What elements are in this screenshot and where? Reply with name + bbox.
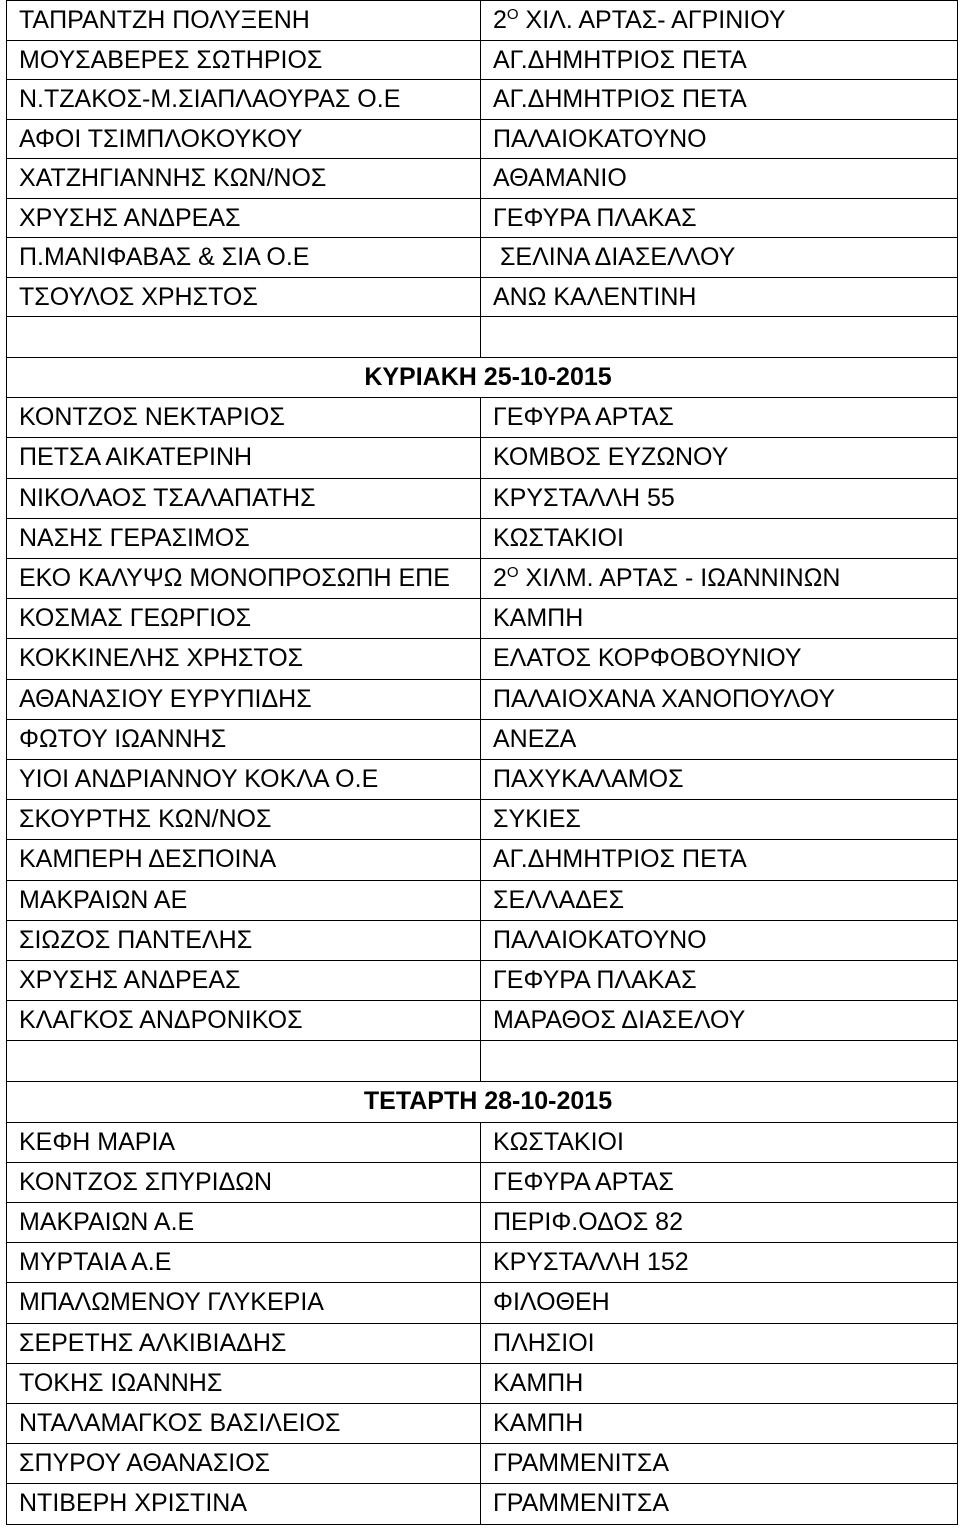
table-row [7,1484,958,1524]
name-cell: ΝΤΑΛΑΜΑΓΚΟΣ ΒΑΣΙΛΕΙΟΣ [7,1404,481,1444]
name-cell: ΜΥΡΤΑΙΑ Α.Ε [7,1243,481,1283]
name-cell: ΥΙΟΙ ΑΝΔΡΙΑΝΝΟΥ ΚΟΚΛΑ Ο.Ε [7,760,481,800]
table-row [7,920,958,960]
place-cell: ΑΝΕΖΑ [481,719,958,759]
table-row [7,238,958,278]
name-cell: ΣΕΡΕΤΗΣ ΑΛΚΙΒΙΑΔΗΣ [7,1323,481,1363]
section-heading-wednesday: ΤΕΤΑΡΤΗ 28-10-2015 [7,1082,958,1122]
table-row [7,1363,958,1403]
name-cell: ΚΟΣΜΑΣ ΓΕΩΡΓΙΟΣ [7,599,481,639]
name-cell [7,559,481,599]
name-cell: ΧΡΥΣΗΣ ΑΝΔΡΕΑΣ [7,198,481,238]
name-cell: ΜΠΑΛΩΜΕΝΟΥ ΓΛΥΚΕΡΙΑ [7,1283,481,1323]
table-row [7,639,958,679]
table-row [7,679,958,719]
place-cell: ΚΑΜΠΗ [481,1404,958,1444]
table-row [7,478,958,518]
empty-cell [7,317,481,358]
place-cell: ΑΓ.ΔΗΜΗΤΡΙΟΣ ΠΕΤΑ [481,80,958,120]
name-cell: ΚΛΑΓΚΟΣ ΑΝΔΡΟΝΙΚΟΣ [7,1001,481,1041]
name-cell: ΠΕΤΣΑ ΑΙΚΑΤΕΡΙΝΗ [7,438,481,478]
place-cell [481,559,958,599]
table-row [7,1323,958,1363]
name-cell: ΤΣΟΥΛΟΣ ΧΡΗΣΤΟΣ [7,277,481,317]
table-row [7,1122,958,1162]
table-row [7,961,958,1001]
place-cell: ΓΕΦΥΡΑ ΑΡΤΑΣ [481,398,958,438]
table-row [7,119,958,159]
name-cell: ΑΘΑΝΑΣΙΟΥ ΕΥΡΥΠΙΔΗΣ [7,679,481,719]
table-row [7,198,958,238]
table-row [7,1444,958,1484]
place-superscript: Ο [506,6,519,23]
table-row [7,1001,958,1041]
name-cell: ΚΕΦΗ ΜΑΡΙΑ [7,1122,481,1162]
table-row [7,1283,958,1323]
place-cell: ΣΕΛΙΝΑ ΔΙΑΣΕΛΛΟΥ [481,238,958,278]
table-row [7,760,958,800]
place-cell: ΚΑΜΠΗ [481,1363,958,1403]
table-row [7,880,958,920]
spacer-row [7,317,958,358]
name-cell: ΧΑΤΖΗΓΙΑΝΝΗΣ ΚΩΝ/ΝΟΣ [7,159,481,199]
name-cell: ΚΟΝΤΖΟΣ ΝΕΚΤΑΡΙΟΣ [7,398,481,438]
section-heading-sunday: ΚΥΡΙΑΚΗ 25-10-2015 [7,358,958,398]
place-cell: ΠΑΧΥΚΑΛΑΜΟΣ [481,760,958,800]
empty-cell [481,1041,958,1082]
place-cell: ΚΟΜΒΟΣ ΕΥΖΩΝΟΥ [481,438,958,478]
place-cell: ΓΕΦΥΡΑ ΠΛΑΚΑΣ [481,961,958,1001]
place-cell: ΚΩΣΤΑΚΙΟΙ [481,1122,958,1162]
place-cell: ΠΑΛΑΙΟΧΑΝΑ ΧΑΝΟΠΟΥΛΟΥ [481,679,958,719]
schedule-table [6,0,958,1525]
place-cell: ΓΕΦΥΡΑ ΠΛΑΚΑΣ [481,198,958,238]
place-cell: ΓΕΦΥΡΑ ΑΡΤΑΣ [481,1162,958,1202]
name-cell: ΣΚΟΥΡΤΗΣ ΚΩΝ/ΝΟΣ [7,800,481,840]
table-row [7,719,958,759]
name-cell: ΣΙΩΖΟΣ ΠΑΝΤΕΛΗΣ [7,920,481,960]
name-cell: ΚΟΚΚΙΝΕΛΗΣ ΧΡΗΣΤΟΣ [7,639,481,679]
place-cell: ΣΕΛΛΑΔΕΣ [481,880,958,920]
table-row [7,1203,958,1243]
place-cell: ΚΑΜΠΗ [481,599,958,639]
place-cell: ΓΡΑΜΜΕΝΙΤΣΑ [481,1484,958,1524]
table-row [7,438,958,478]
place-cell: ΣΥΚΙΕΣ [481,800,958,840]
name-cell: Ν.ΤΖΑΚΟΣ-Μ.ΣΙΑΠΛΑΟΥΡΑΣ Ο.Ε [7,80,481,120]
place-cell: ΓΡΑΜΜΕΝΙΤΣΑ [481,1444,958,1484]
name-cell: ΧΡΥΣΗΣ ΑΝΔΡΕΑΣ [7,961,481,1001]
place-text: ΧΙΛΜ. ΑΡΤΑΣ - ΙΩΑΝΝΙΝΩΝ [525,564,841,593]
place-number: 2 [493,6,507,34]
table-row [7,599,958,639]
table-row [7,559,958,599]
place-cell: ΑΝΩ ΚΑΛΕΝΤΙΝΗ [481,277,958,317]
name-cell: ΑΦΟΙ ΤΣΙΜΠΛΟΚΟΥΚΟΥ [7,119,481,159]
table-row [7,1162,958,1202]
section-heading-row [7,358,958,398]
empty-cell [481,317,958,358]
table-row [7,840,958,880]
name-cell: ΜΟΥΣΑΒΕΡΕΣ ΣΩΤΗΡΙΟΣ [7,40,481,80]
spacer-row [7,1041,958,1082]
place-cell: ΦΙΛΟΘΕΗ [481,1283,958,1323]
table-row [7,80,958,120]
name-cell: ΤΟΚΗΣ ΙΩΑΝΝΗΣ [7,1363,481,1403]
table-row [7,398,958,438]
table-row [7,277,958,317]
name-cell: Π.ΜΑΝΙΦΑΒΑΣ & ΣΙΑ Ο.Ε [7,238,481,278]
place-cell: ΑΓ.ΔΗΜΗΤΡΙΟΣ ΠΕΤΑ [481,840,958,880]
table-row [7,40,958,80]
name-cell: ΜΑΚΡΑΙΩΝ ΑΕ [7,880,481,920]
place-superscript: Ο [506,564,519,582]
place-cell: ΠΑΛΑΙΟΚΑΤΟΥΝΟ [481,920,958,960]
table-row [7,518,958,558]
name-cell: ΝΙΚΟΛΑΟΣ ΤΣΑΛΑΠΑΤΗΣ [7,478,481,518]
name-cell: ΤΑΠΡΑΝΤΖΗ ΠΟΛΥΞΕΝΗ [7,1,481,41]
place-cell: ΠΕΡΙΦ.ΟΔΟΣ 82 [481,1203,958,1243]
name-cell: ΝΤΙΒΕΡΗ ΧΡΙΣΤΙΝΑ [7,1484,481,1524]
table-row [7,159,958,199]
name-cell: ΣΠΥΡΟΥ ΑΘΑΝΑΣΙΟΣ [7,1444,481,1484]
empty-cell [7,1041,481,1082]
name-cell: ΜΑΚΡΑΙΩΝ Α.Ε [7,1203,481,1243]
place-cell: ΠΛΗΣΙΟΙ [481,1323,958,1363]
place-cell: ΚΡΥΣΤΑΛΛΗ 55 [481,478,958,518]
name-cell: ΚΑΜΠΕΡΗ ΔΕΣΠΟΙΝΑ [7,840,481,880]
place-cell: ΠΑΛΑΙΟΚΑΤΟΥΝΟ [481,119,958,159]
table-row [7,1404,958,1444]
place-cell: ΑΘΑΜΑΝΙΟ [481,159,958,199]
name-cell: ΝΑΣΗΣ ΓΕΡΑΣΙΜΟΣ [7,518,481,558]
place-cell: ΑΓ.ΔΗΜΗΤΡΙΟΣ ΠΕΤΑ [481,40,958,80]
place-cell: ΕΛΑΤΟΣ ΚΟΡΦΟΒΟΥΝΙΟΥ [481,639,958,679]
table-row [7,1,958,41]
place-cell [481,1,958,41]
name-cell: ΚΟΝΤΖΟΣ ΣΠΥΡΙΔΩΝ [7,1162,481,1202]
name-cell: ΦΩΤΟΥ ΙΩΑΝΝΗΣ [7,719,481,759]
place-cell: ΜΑΡΑΘΟΣ ΔΙΑΣΕΛΟΥ [481,1001,958,1041]
table-row [7,1243,958,1283]
section-heading-row [7,1082,958,1122]
place-number: 2 [493,564,507,593]
place-cell: ΚΩΣΤΑΚΙΟΙ [481,518,958,558]
table-row [7,800,958,840]
place-text: ΧΙΛ. ΑΡΤΑΣ- ΑΓΡΙΝΙΟΥ [525,6,786,34]
place-cell: ΚΡΥΣΤΑΛΛΗ 152 [481,1243,958,1283]
name-text: ΕΚΟ ΚΑΛΥΨΩ ΜΟΝΟΠΡΟΣΩΠΗ ΕΠΕ [19,564,450,593]
